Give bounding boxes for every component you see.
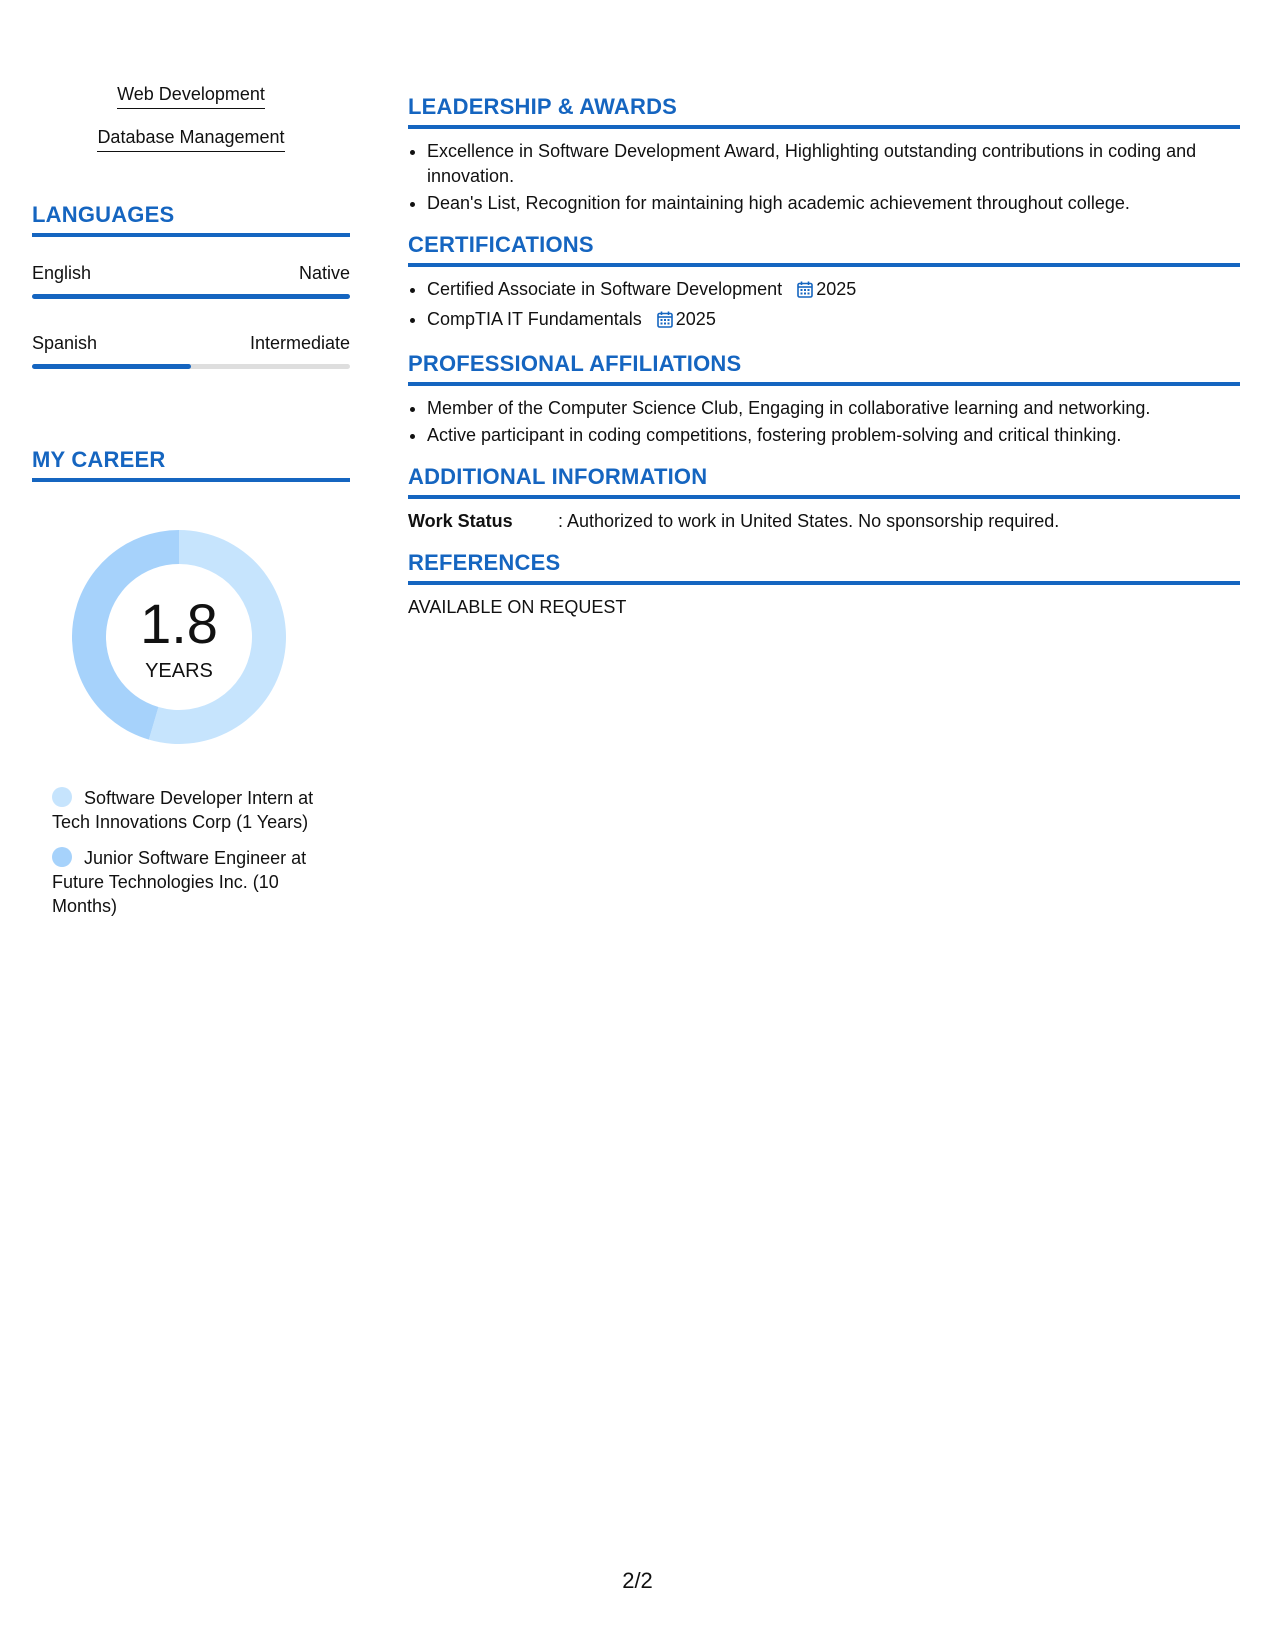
language-name: English bbox=[32, 263, 92, 283]
left-column bbox=[32, 84, 350, 930]
language-bar bbox=[32, 364, 350, 369]
info-label: Work Status bbox=[408, 511, 513, 531]
additional-info-section bbox=[408, 464, 1240, 534]
right-column bbox=[408, 94, 1240, 636]
skill-item: Web Development bbox=[117, 84, 265, 109]
skill-list bbox=[32, 84, 350, 170]
calendar-icon bbox=[657, 310, 673, 335]
language-level: Intermediate bbox=[249, 333, 350, 353]
career-total-unit: YEARS bbox=[145, 660, 213, 682]
page-number: 2/2 bbox=[622, 1568, 653, 1593]
language-english bbox=[32, 263, 350, 299]
certifications-section bbox=[408, 232, 1240, 335]
info-value: : Authorized to work in United States. No sponsorship required. bbox=[558, 511, 1060, 531]
career-total-years: 1.8 bbox=[140, 592, 218, 655]
certification-year: 2025 bbox=[816, 279, 857, 299]
leadership-heading: LEADERSHIP & AWARDS bbox=[408, 94, 1240, 129]
info-row bbox=[408, 509, 1240, 534]
career-donut-chart bbox=[64, 522, 294, 752]
career-legend-item bbox=[52, 786, 342, 834]
certifications-heading: CERTIFICATIONS bbox=[408, 232, 1240, 267]
languages-heading: LANGUAGES bbox=[32, 202, 350, 237]
career-legend bbox=[52, 786, 342, 918]
leadership-item: • Dean's List, Recognition for maintaining high academic achievement throughout college. bbox=[427, 191, 1240, 216]
language-spanish bbox=[32, 333, 350, 369]
skill-item: Database Management bbox=[97, 127, 284, 152]
certification-year: 2025 bbox=[675, 309, 716, 329]
language-name: Spanish bbox=[32, 333, 98, 353]
affiliation-item: • Active participant in coding competitions, fostering problem-solving and critical thinking. bbox=[427, 423, 1240, 448]
affiliation-item: • Member of the Computer Science Club, Engaging in collaborative learning and networking. bbox=[427, 396, 1240, 421]
leadership-item: • Excellence in Software Development Award, Highlighting outstanding contributions in coding and innovation. bbox=[427, 139, 1240, 189]
references-section bbox=[408, 550, 1240, 620]
references-text: AVAILABLE ON REQUEST bbox=[408, 597, 627, 617]
legend-dot bbox=[52, 787, 72, 807]
additional-info-heading: ADDITIONAL INFORMATION bbox=[408, 464, 1240, 499]
career-entry-label: Software Developer Intern at Tech Innovations Corp (1 Years) bbox=[52, 788, 314, 832]
language-level: Native bbox=[298, 263, 350, 283]
calendar-icon bbox=[797, 280, 813, 305]
certification-name: CompTIA IT Fundamentals bbox=[427, 309, 642, 329]
language-bar bbox=[32, 294, 350, 299]
affiliations-section bbox=[408, 351, 1240, 448]
language-bar-fill bbox=[32, 294, 350, 299]
language-bar-fill bbox=[32, 364, 191, 369]
certification-item bbox=[427, 307, 1240, 335]
legend-dot bbox=[52, 847, 72, 867]
career-entry-label: Junior Software Engineer at Future Technologies Inc. (10 Months) bbox=[52, 848, 307, 916]
certification-name: Certified Associate in Software Development bbox=[427, 279, 783, 299]
affiliations-heading: PROFESSIONAL AFFILIATIONS bbox=[408, 351, 1240, 386]
career-heading: MY CAREER bbox=[32, 447, 350, 482]
certification-item bbox=[427, 277, 1240, 305]
leadership-section bbox=[408, 94, 1240, 216]
references-heading: REFERENCES bbox=[408, 550, 1240, 585]
career-legend-item bbox=[52, 846, 342, 918]
